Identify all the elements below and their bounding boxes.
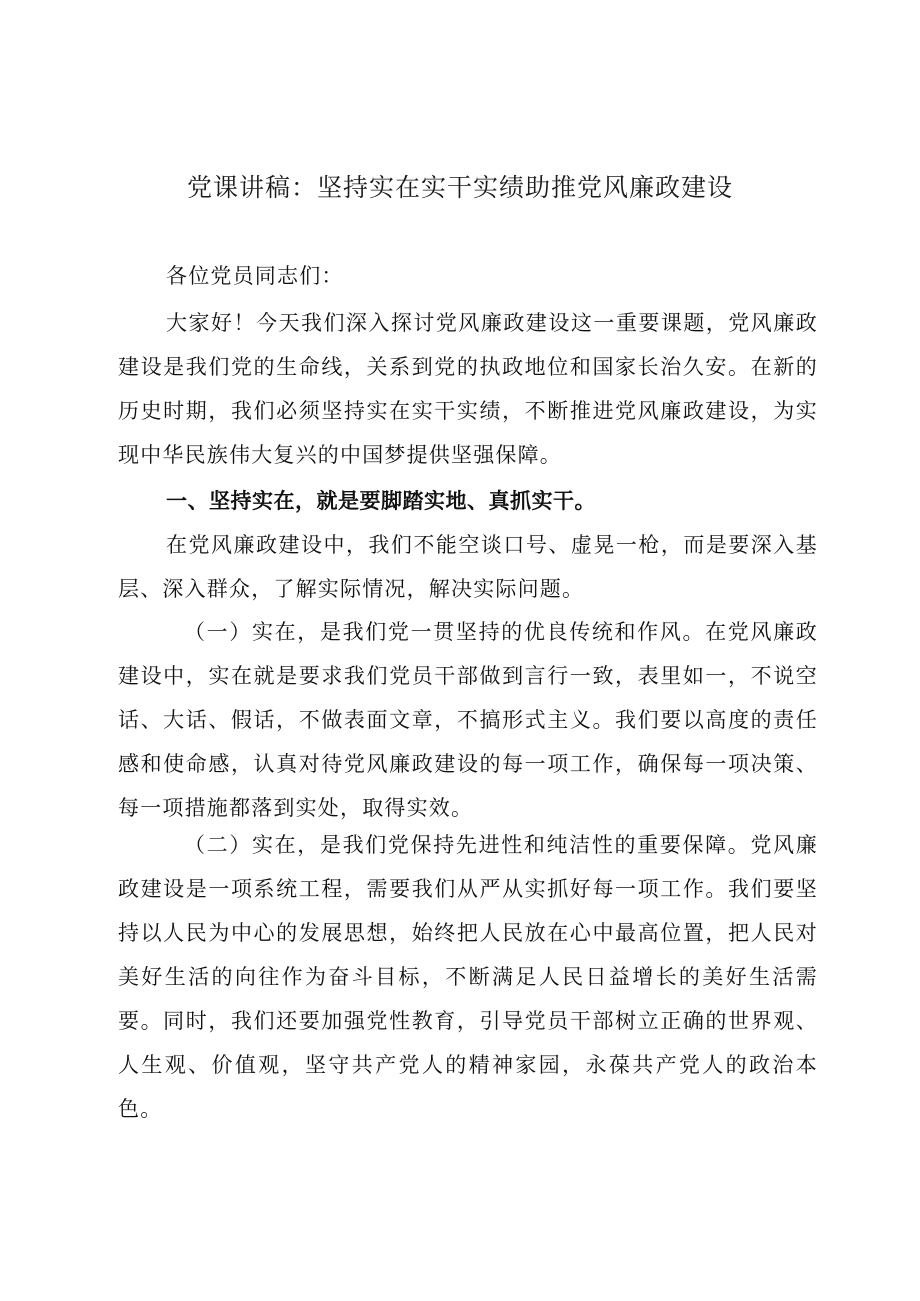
section-heading-1: 一、坚持实在，就是要脚踏实地、真抓实干。 [166, 489, 596, 513]
paragraph-subsection-2: （二）实在，是我们党保持先进性和纯洁性的重要保障。党风廉政建设是一项系统工程，需要我们从严从实抓好每一项工作。我们要坚持以人民为中心的发展思想，始终把人民放在心中最高位置，把人民对美好生活的向往作为奋斗目标，不断满足人民日益增长的美好生活需要。同时，我们还要加强党性教育，引导党员干部树立正确的世界观、人生观、价值观，坚守共产党人的精神家园，永葆共产党人的政治本色。 [118, 833, 818, 1121]
paragraph-section-1-intro: 在党风廉政建设中，我们不能空谈口号、虚晃一枪，而是要深入基层、深入群众，了解实际情况，解决实际问题。 [118, 533, 818, 601]
paragraph-subsection-1: （一）实在，是我们党一贯坚持的优良传统和作风。在党风廉政建设中，实在就是要求我们党员干部做到言行一致，表里如一，不说空话、大话、假话，不做表面文章，不搞形式主义。我们要以高度的责任感和使命感，认真对待党风廉政建设的每一项工作，确保每一项决策、每一项措施都落到实处，取得实效。 [118, 620, 818, 820]
document-title: 党课讲稿：坚持实在实干实绩助推党风廉政建设 [186, 173, 733, 202]
greeting: 各位党员同志们： [166, 264, 344, 288]
paragraph-intro: 大家好！今天我们深入探讨党风廉政建设这一重要课题，党风廉政建设是我们党的生命线，关系到党的执政地位和国家长治久安。在新的历史时期，我们必须坚持实在实干实绩，不断推进党风廉政建设，为实现中华民族伟大复兴的中国梦提供坚强保障。 [118, 311, 818, 467]
